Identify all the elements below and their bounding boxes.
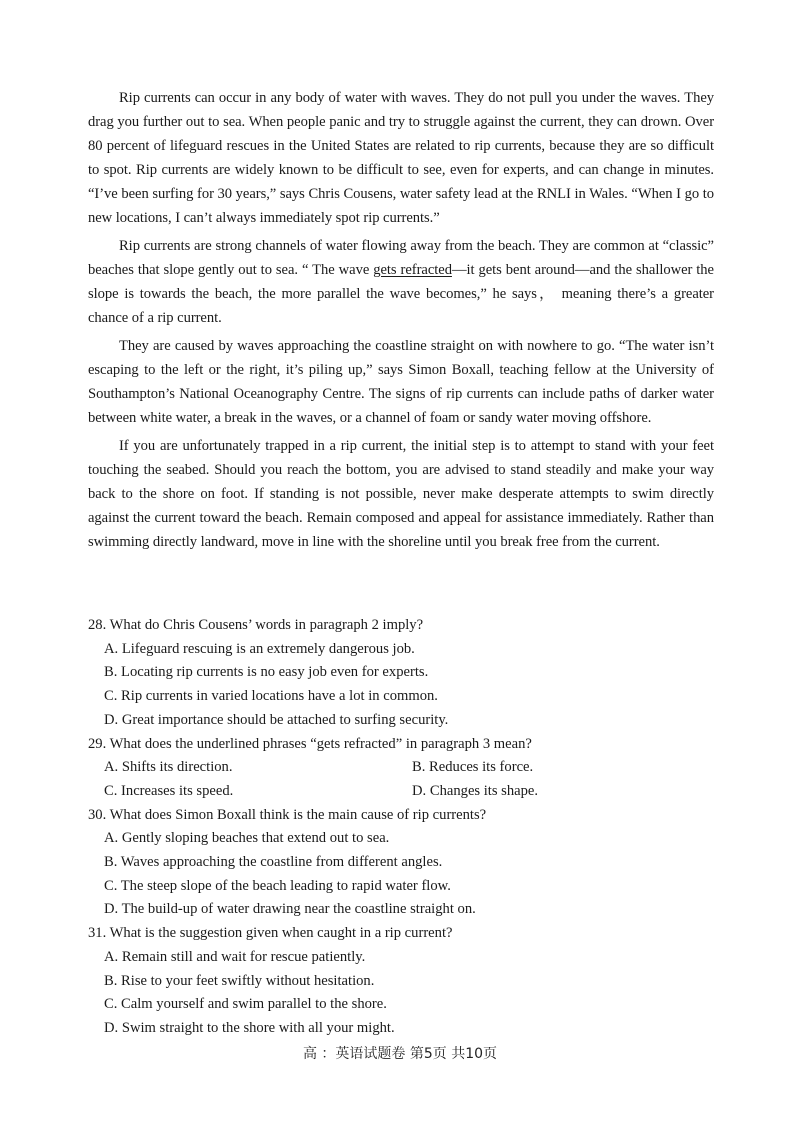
question-31 [88, 922, 714, 1041]
question-stem: 29. What does the underlined phrases “gets refracted” in paragraph 3 mean? [88, 735, 532, 752]
paragraph-3: They are caused by waves approaching the coastline straight on with nowhere to go. “The water isn’t escaping to the left or the right, it’s piling up,” says Simon Boxall, teaching fellow at the University of Southampton’s National Oceanography Centre. The signs of rip currents can include paths of darker water between white water, a break in the waves, or a channel of foam or sandy water moving offshore. [88, 338, 714, 426]
option-d: D. The build-up of water drawing near the coastline straight on. [104, 901, 476, 918]
question-29 [88, 733, 714, 804]
question-stem: 28. What do Chris Cousens’ words in paragraph 2 imply? [88, 617, 424, 633]
question-stem: 31. What is the suggestion given when caught in a rip current? [88, 925, 453, 942]
question-28 [88, 614, 714, 733]
question-list [88, 614, 714, 1041]
option-row [88, 756, 714, 780]
paragraph-2 [88, 234, 714, 330]
question-stem: 30. What does Simon Boxall think is the main cause of rip currents? [88, 806, 487, 823]
option-b: B. Waves approaching the coastline from different angles. [104, 854, 443, 871]
paragraph-1: Rip currents can occur in any body of water with waves. They do not pull you under the waves. They drag you further out to sea. When people panic and try to struggle against the current, they can drown. Over 80 percent of lifeguard rescues in the United States are related to rip currents, because they are so difficult to spot. Rip currents are widely known to be difficult to see, even for experts, and can change in minutes. “I’ve been surfing for 30 years,” says Chris Cousens, water safety lead at the RNLI in Wales. “When I go to new locations, I can’t always immediately spot rip currents.” [88, 90, 714, 226]
option-c: C. Calm yourself and swim parallel to the shore. [104, 996, 387, 1013]
option-c: C. Increases its speed. [104, 782, 234, 799]
option-a: A. Shifts its direction. [104, 759, 233, 776]
option-b: B. Locating rip currents is no easy job even for experts. [104, 664, 429, 681]
option-d: D. Swim straight to the shore with all your might. [104, 1019, 395, 1036]
option-d: D. Great importance should be attached to surfing security. [104, 711, 449, 728]
reading-passage [88, 86, 714, 558]
question-30 [88, 804, 714, 923]
paragraph-2-text-before: Rip currents are strong channels of water flowing away from the beach. They are common at “classic” beaches that slope gently out to sea. “ The wave [88, 238, 714, 278]
option-b: B. Rise to your feet swiftly without hesitation. [104, 972, 375, 989]
option-c: C. The steep slope of the beach leading to rapid water flow. [104, 877, 451, 894]
option-a: A. Remain still and wait for rescue patiently. [104, 948, 366, 965]
option-d: D. Changes its shape. [412, 782, 539, 799]
option-a: A. Lifeguard rescuing is an extremely dangerous job. [104, 640, 415, 657]
paragraph-4: If you are unfortunately trapped in a rip current, the initial step is to attempt to stand with your feet touching the seabed. Should you reach the bottom, you are advised to stand steadily and make your way back to the shore on foot. If standing is not possible, never make desperate attempts to swim directly against the current toward the beach. Remain composed and appeal for assistance immediately. Rather than swimming directly landward, move in line with the shoreline until you break free from the current. [88, 438, 714, 550]
paragraph-2-text-after: —it gets bent around—and the shallower the slope is towards the beach, the more parallel the wave becomes,” he says， meaning there’s a greater chance of a rip current. [88, 262, 714, 326]
option-c: C. Rip currents in varied locations have a lot in common. [104, 688, 438, 705]
option-row [88, 780, 714, 804]
page-footer: 高 ：英语试题卷 第5页 共10页 [302, 1046, 498, 1062]
underlined-phrase: gets refracted [373, 262, 452, 278]
option-a: A. Gently sloping beaches that extend out to sea. [104, 830, 390, 847]
option-b: B. Reduces its force. [412, 759, 534, 776]
